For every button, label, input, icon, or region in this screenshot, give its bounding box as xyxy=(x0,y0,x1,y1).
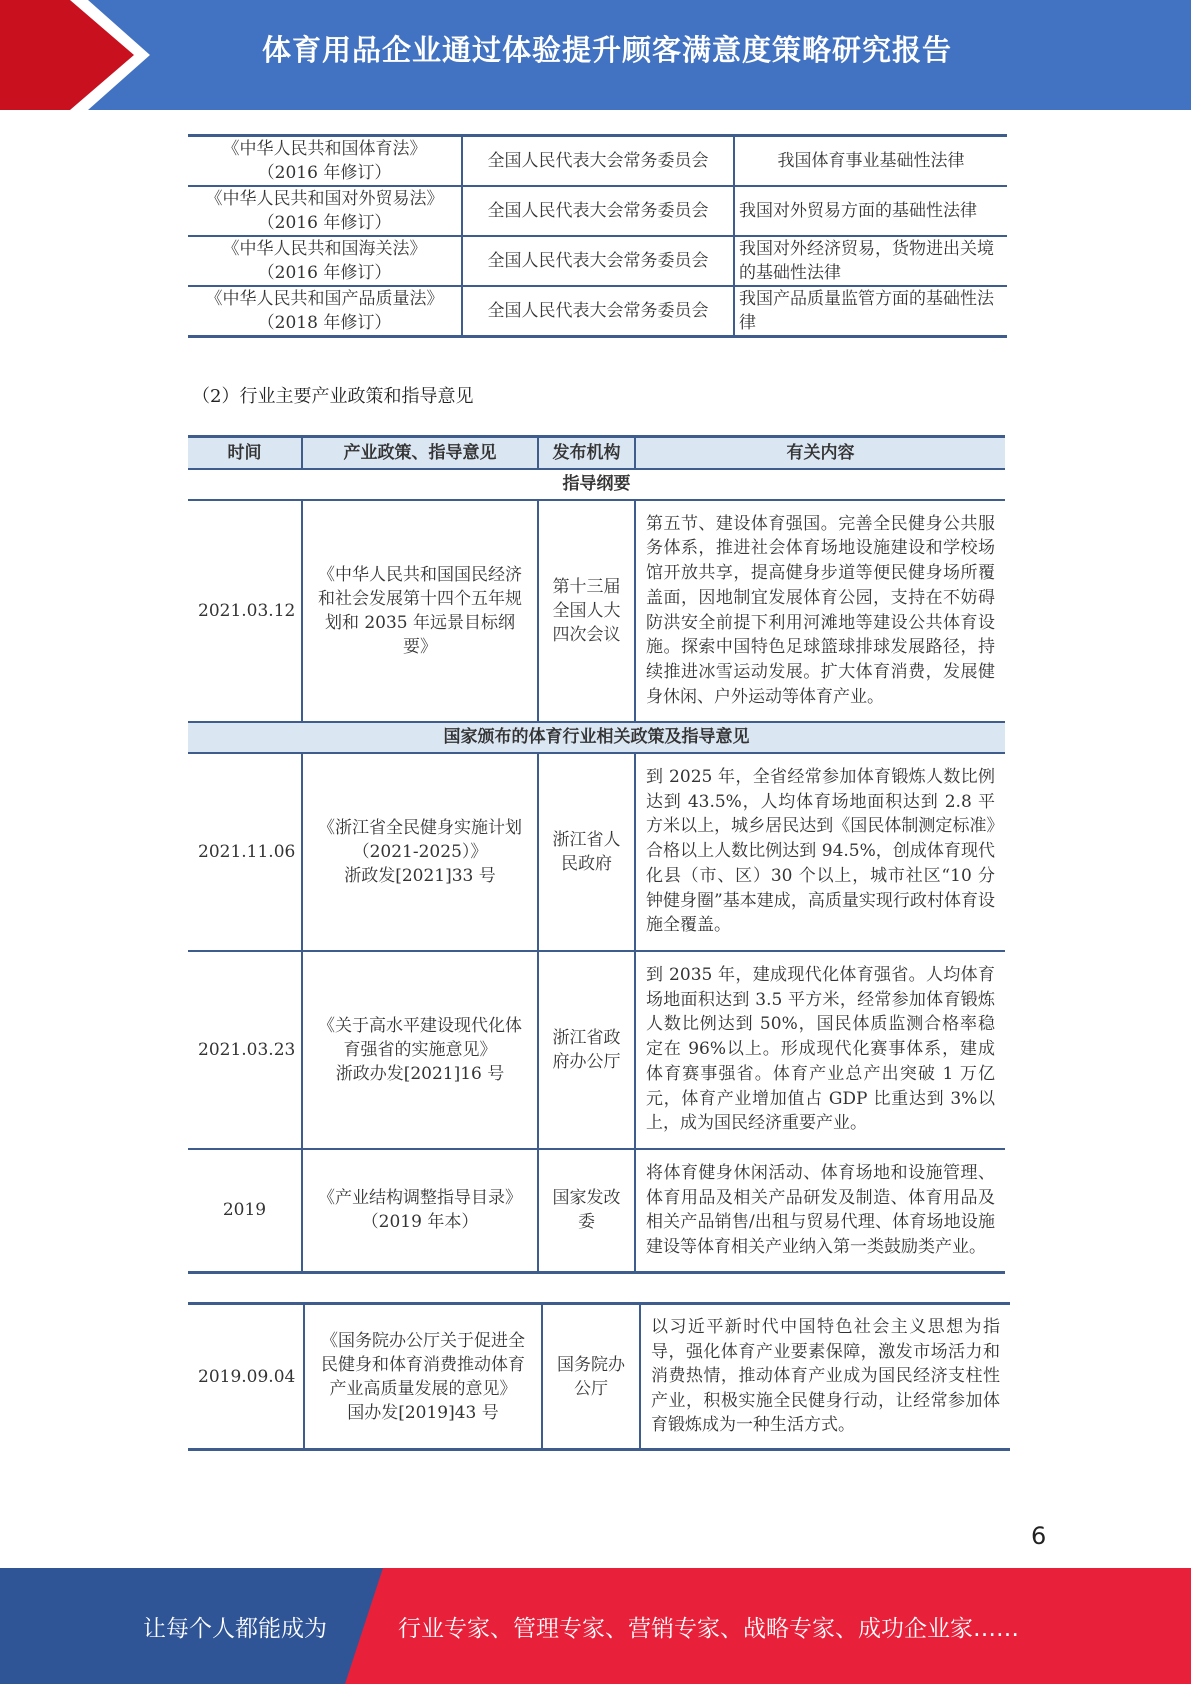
content-cell: 到 2035 年，建成现代化体育强省。人均体育场地面积达到 3.5 平方米，经常参加体育锻炼人数比例达到 50%，国民体质监测合格率稳定在 96%以上。形成现代化赛事体系，建成体育赛事强省。体育产业总产出突破 1 万亿元，体育产业增加值占 GDP 比重达到 3%以上，成为国民经济重要产业。 xyxy=(635,951,1005,1149)
date-cell: 2021.03.12 xyxy=(188,500,302,722)
issuer-cell: 国家发改委 xyxy=(538,1149,635,1273)
table-row xyxy=(188,753,1005,951)
content-cell: 到 2025 年，全省经常参加体育锻炼人数比例达到 43.5%，人均体育场地面积达到 2.8 平方米以上，城乡居民达到《国民体制测定标准》合格以上人数比例达到 94.5%，创成体育现代化县（市、区）30 个以上，城市社区“10 分钟健身圈”基本建成，高质量实现行政村体育设施全覆盖。 xyxy=(635,753,1005,951)
page-number: 6 xyxy=(1031,1522,1047,1550)
issuer-cell: 浙江省人民政府 xyxy=(538,753,635,951)
date-cell: 2021.11.06 xyxy=(188,753,302,951)
content-cell: 第五节、建设体育强国。完善全民健身公共服务体系，推进社会体育场地设施建设和学校场馆开放共享，提高健身步道等便民健身场所覆盖面，因地制宜发展体育公园，支持在不妨碍防洪安全前提下利用河滩地等建设公共体育设施。探索中国特色足球篮球排球发展路径，持续推进冰雪运动发展。扩大体育消费，发展健身休闲、户外运动等体育产业。 xyxy=(635,500,1005,722)
section-band: 国家颁布的体育行业相关政策及指导意见 xyxy=(188,722,1005,753)
content-cell: 以习近平新时代中国特色社会主义思想为指导，强化体育产业要素保障，激发市场活力和消费热情，推动体育产业成为国民经济支柱性产业，积极实施全民健身行动，让经常参加体育锻炼成为一种生活方式。 xyxy=(640,1304,1010,1450)
column-header: 有关内容 xyxy=(635,437,1005,469)
table-row xyxy=(188,1149,1005,1273)
footer-slogan-left: 让每个人都能成为 xyxy=(143,1616,327,1642)
table-row xyxy=(188,186,1007,236)
policy-cell: 《产业结构调整指导目录》 （2019 年本） xyxy=(302,1149,538,1273)
law-issuer-cell: 全国人民代表大会常务委员会 xyxy=(462,236,734,286)
law-desc-cell: 我国对外贸易方面的基础性法律 xyxy=(734,186,1007,236)
footer-slogan-right: 行业专家、管理专家、营销专家、战略专家、成功企业家…… xyxy=(398,1616,1019,1642)
issuer-cell: 国务院办公厅 xyxy=(542,1304,640,1450)
policy-cell: 《中华人民共和国国民经济和社会发展第十四个五年规划和 2035 年远景目标纲要》 xyxy=(302,500,538,722)
law-issuer-cell: 全国人民代表大会常务委员会 xyxy=(462,136,734,187)
policy-table-continued xyxy=(188,1302,1010,1451)
page-footer xyxy=(0,1568,1191,1684)
law-desc-cell: 我国体育事业基础性法律 xyxy=(734,136,1007,187)
report-title: 体育用品企业通过体验提升顾客满意度策略研究报告 xyxy=(262,33,953,67)
law-name-cell: 《中华人民共和国对外贸易法》 （2016 年修订） xyxy=(188,186,462,236)
policy-cell: 《浙江省全民健身实施计划（2021-2025）》 浙政发[2021]33 号 xyxy=(302,753,538,951)
section-band-row xyxy=(188,722,1005,753)
table-row xyxy=(188,500,1005,722)
table-row xyxy=(188,136,1007,187)
law-name-cell: 《中华人民共和国产品质量法》 （2018 年修订） xyxy=(188,286,462,337)
section-band-row xyxy=(188,469,1005,500)
law-issuer-cell: 全国人民代表大会常务委员会 xyxy=(462,186,734,236)
issuer-cell: 第十三届全国人大四次会议 xyxy=(538,500,635,722)
header-chevron-icon xyxy=(0,0,160,110)
column-header: 时间 xyxy=(188,437,302,469)
section-band: 指导纲要 xyxy=(188,469,1005,500)
table-row xyxy=(188,286,1007,337)
law-issuer-cell: 全国人民代表大会常务委员会 xyxy=(462,286,734,337)
policy-cell: 《关于高水平建设现代化体育强省的实施意见》 浙政办发[2021]16 号 xyxy=(302,951,538,1149)
page-header xyxy=(0,0,1191,110)
table-header-row xyxy=(188,437,1005,469)
issuer-cell: 浙江省政府办公厅 xyxy=(538,951,635,1149)
table-row xyxy=(188,951,1005,1149)
date-cell: 2021.03.23 xyxy=(188,951,302,1149)
section-caption: （2）行业主要产业政策和指导意见 xyxy=(192,386,474,407)
date-cell: 2019 xyxy=(188,1149,302,1273)
table-row xyxy=(188,1304,1010,1450)
policy-cell: 《国务院办公厅关于促进全民健身和体育消费推动体育产业高质量发展的意见》 国办发[2019]43 号 xyxy=(304,1304,542,1450)
table-row xyxy=(188,236,1007,286)
content-cell: 将体育健身休闲活动、体育场地和设施管理、体育用品及相关产品研发及制造、体育用品及相关产品销售/出租与贸易代理、体育场地设施建设等体育相关产业纳入第一类鼓励类产业。 xyxy=(635,1149,1005,1273)
date-cell: 2019.09.04 xyxy=(198,1366,296,1387)
column-header: 发布机构 xyxy=(538,437,635,469)
policy-table xyxy=(188,435,1005,1274)
laws-table xyxy=(188,134,1007,338)
column-header: 产业政策、指导意见 xyxy=(302,437,538,469)
law-desc-cell: 我国产品质量监管方面的基础性法律 xyxy=(734,286,1007,337)
law-name-cell: 《中华人民共和国海关法》 （2016 年修订） xyxy=(188,236,462,286)
law-name-cell: 《中华人民共和国体育法》 （2016 年修订） xyxy=(222,139,427,183)
law-desc-cell: 我国对外经济贸易，货物进出关境的基础性法律 xyxy=(734,236,1007,286)
